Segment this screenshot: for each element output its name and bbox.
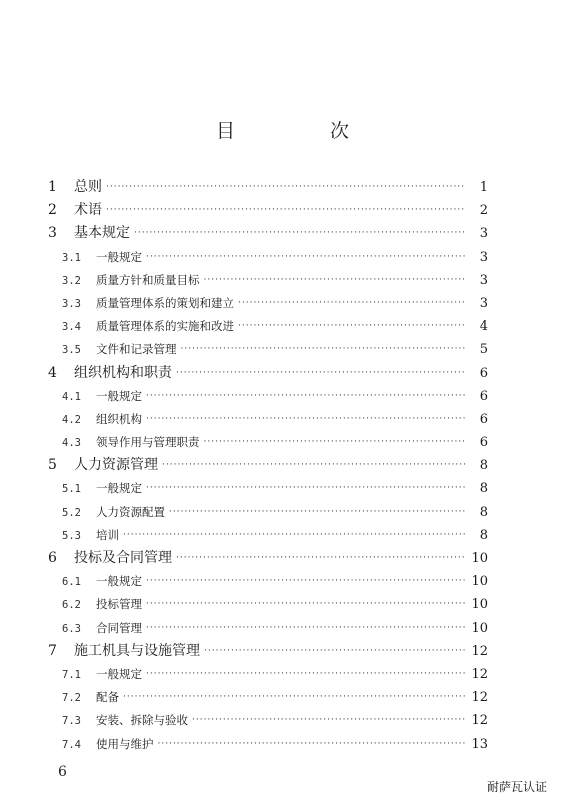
- toc-entry-title: 一般规定: [96, 666, 142, 681]
- toc-entry-number: 2: [48, 202, 57, 219]
- toc-entry-number: 3.5: [62, 344, 81, 357]
- table-of-contents: [46, 176, 488, 756]
- toc-chapter-entry[interactable]: [46, 199, 488, 222]
- toc-dot-leader: [134, 222, 466, 245]
- toc-entry-page: 8: [479, 504, 488, 520]
- toc-entry-number: 6.2: [62, 599, 81, 612]
- toc-section-entry[interactable]: [46, 593, 488, 616]
- toc-dot-leader: [123, 686, 466, 709]
- toc-section-entry[interactable]: [46, 315, 488, 338]
- toc-chapter-entry[interactable]: [46, 362, 488, 385]
- toc-chapter-entry[interactable]: [46, 454, 488, 477]
- toc-entry-title: 培训: [96, 527, 119, 542]
- toc-dot-leader: [204, 431, 467, 454]
- toc-entry-page: 8: [479, 527, 488, 543]
- toc-entry-title: 组织机构和职责: [74, 364, 172, 381]
- toc-dot-leader: [238, 292, 466, 315]
- toc-entry-number: 7: [48, 642, 57, 659]
- toc-entry-number: 4.2: [62, 413, 81, 426]
- toc-section-entry[interactable]: [46, 570, 488, 593]
- toc-entry-title: 使用与维护: [96, 736, 154, 751]
- toc-entry-title: 一般规定: [96, 574, 142, 589]
- toc-entry-number: 3.2: [62, 274, 81, 287]
- toc-chapter-entry[interactable]: [46, 640, 488, 663]
- toc-dot-leader: [176, 547, 466, 570]
- toc-entry-title: 人力资源配置: [96, 504, 165, 519]
- toc-entry-page: 6: [479, 435, 488, 451]
- toc-entry-title: 总则: [74, 179, 102, 195]
- toc-section-entry[interactable]: [46, 733, 488, 756]
- toc-entry-title: 文件和记录管理: [96, 342, 177, 357]
- toc-dot-leader: [192, 709, 466, 732]
- toc-entry-title: 术语: [74, 202, 102, 219]
- toc-chapter-entry[interactable]: [46, 176, 488, 199]
- toc-entry-page: 10: [471, 620, 488, 636]
- toc-entry-title: 基本规定: [74, 225, 130, 242]
- toc-entry-page: 3: [479, 249, 488, 265]
- toc-dot-leader: [146, 477, 466, 500]
- toc-dot-leader: [123, 524, 466, 547]
- toc-dot-leader: [204, 269, 467, 292]
- toc-dot-leader: [146, 663, 466, 686]
- toc-entry-number: 7.1: [62, 668, 81, 681]
- toc-dot-leader: [146, 617, 466, 640]
- toc-entry-number: 3.3: [62, 297, 81, 310]
- watermark-text: 耐萨瓦认证: [486, 780, 547, 794]
- toc-entry-number: 7.3: [62, 715, 81, 728]
- toc-dot-leader: [158, 733, 467, 756]
- toc-section-entry[interactable]: [46, 477, 488, 500]
- toc-entry-number: 6: [48, 550, 57, 566]
- toc-entry-page: 12: [471, 713, 488, 729]
- toc-entry-number: 4.1: [62, 390, 81, 403]
- toc-dot-leader: [106, 176, 466, 199]
- toc-section-entry[interactable]: [46, 246, 488, 269]
- toc-section-entry[interactable]: [46, 686, 488, 709]
- toc-entry-number: 4.3: [62, 437, 81, 450]
- toc-entry-number: 3.1: [62, 251, 81, 264]
- toc-dot-leader: [146, 570, 466, 593]
- toc-entry-page: 8: [479, 481, 488, 497]
- toc-entry-page: 10: [471, 597, 488, 613]
- toc-entry-number: 3.4: [62, 321, 81, 334]
- toc-entry-page: 6: [479, 365, 488, 381]
- toc-entry-page: 2: [479, 203, 488, 219]
- toc-entry-title: 一般规定: [96, 249, 142, 264]
- toc-entry-number: 3: [48, 225, 57, 242]
- toc-entry-title: 领导作用与管理职责: [96, 435, 200, 450]
- toc-entry-page: 6: [479, 411, 488, 427]
- toc-dot-leader: [204, 640, 466, 663]
- toc-dot-leader: [146, 408, 466, 431]
- toc-dot-leader: [106, 199, 466, 222]
- toc-entry-title: 质量管理体系的策划和建立: [96, 295, 234, 310]
- toc-entry-title: 人力资源管理: [74, 457, 158, 474]
- page-number: 6: [58, 764, 67, 780]
- toc-section-entry[interactable]: [46, 269, 488, 292]
- toc-dot-leader: [146, 246, 466, 269]
- toc-entry-number: 5.2: [62, 506, 81, 519]
- toc-section-entry[interactable]: [46, 292, 488, 315]
- toc-entry-number: 6.3: [62, 622, 81, 635]
- toc-entry-page: 1: [479, 180, 488, 195]
- toc-entry-page: 3: [479, 295, 488, 311]
- toc-section-entry[interactable]: [46, 338, 488, 361]
- toc-entry-number: 4: [48, 364, 57, 381]
- toc-dot-leader: [146, 593, 466, 616]
- toc-entry-page: 13: [471, 736, 488, 752]
- toc-dot-leader: [238, 315, 466, 338]
- toc-entry-number: 6.1: [62, 576, 81, 589]
- toc-entry-title: 合同管理: [96, 620, 142, 635]
- toc-section-entry[interactable]: [46, 617, 488, 640]
- toc-entry-number: 1: [48, 179, 57, 195]
- toc-entry-page: 8: [479, 458, 488, 474]
- toc-dot-leader: [162, 454, 466, 477]
- toc-entry-number: 5: [48, 457, 57, 474]
- toc-entry-page: 12: [471, 690, 488, 706]
- toc-entry-title: 投标管理: [96, 597, 142, 612]
- toc-entry-title: 投标及合同管理: [74, 550, 172, 566]
- toc-entry-page: 6: [479, 388, 488, 404]
- toc-entry-title: 组织机构: [96, 411, 142, 426]
- toc-entry-page: 10: [471, 551, 488, 566]
- toc-entry-page: 3: [479, 272, 488, 288]
- toc-section-entry[interactable]: [46, 431, 488, 454]
- toc-dot-leader: [181, 338, 467, 361]
- page-title: 目 次: [215, 120, 387, 142]
- toc-entry-page: 12: [471, 666, 488, 682]
- toc-section-entry[interactable]: [46, 663, 488, 686]
- toc-entry-title: 一般规定: [96, 481, 142, 496]
- toc-section-entry[interactable]: [46, 385, 488, 408]
- toc-section-entry[interactable]: [46, 709, 488, 732]
- toc-entry-title: 施工机具与设施管理: [74, 642, 200, 659]
- toc-chapter-entry[interactable]: [46, 547, 488, 570]
- toc-entry-number: 7.4: [62, 738, 81, 751]
- toc-entry-number: 5.1: [62, 483, 81, 496]
- toc-dot-leader: [169, 501, 466, 524]
- toc-entry-title: 一般规定: [96, 388, 142, 403]
- toc-dot-leader: [146, 385, 466, 408]
- toc-entry-title: 质量方针和质量目标: [96, 272, 200, 287]
- toc-section-entry[interactable]: [46, 524, 488, 547]
- toc-section-entry[interactable]: [46, 408, 488, 431]
- toc-chapter-entry[interactable]: [46, 222, 488, 245]
- toc-dot-leader: [176, 362, 466, 385]
- toc-entry-number: 7.2: [62, 692, 81, 705]
- toc-entry-title: 质量管理体系的实施和改进: [96, 319, 234, 334]
- toc-entry-title: 配备: [96, 690, 119, 705]
- toc-entry-page: 3: [479, 226, 488, 242]
- toc-entry-number: 5.3: [62, 529, 81, 542]
- toc-entry-page: 12: [471, 643, 488, 659]
- toc-section-entry[interactable]: [46, 501, 488, 524]
- toc-entry-page: 4: [479, 319, 488, 335]
- toc-entry-title: 安装、拆除与验收: [96, 713, 188, 728]
- toc-entry-page: 5: [479, 342, 488, 358]
- toc-entry-page: 10: [471, 574, 488, 590]
